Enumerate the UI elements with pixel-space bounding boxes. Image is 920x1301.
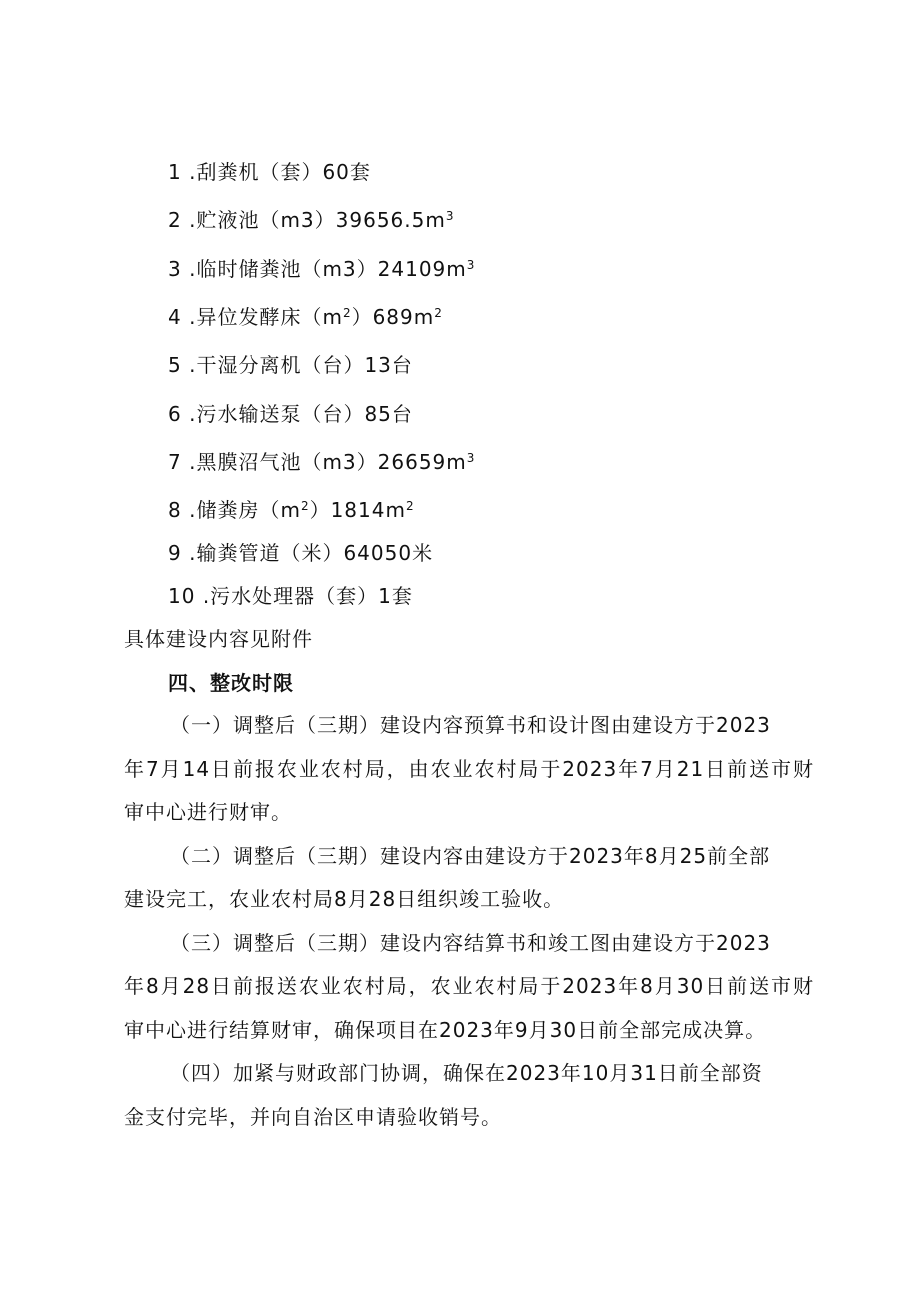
paragraph-line: （一）调整后（三期）建设内容预算书和设计图由建设方于2023 bbox=[170, 713, 771, 737]
list-item: 4 .异位发酵床$(m^2)689m^2$ bbox=[168, 305, 443, 329]
list-item: 6 .污水输送泵（台）85台 bbox=[168, 402, 413, 426]
list-item: 1 .刮粪机（套）60套 bbox=[168, 160, 371, 184]
paragraph-line: 建设完工，农业农村局8月28日组织竣工验收。 bbox=[124, 887, 565, 911]
list-item: 3 .临时储粪池$(m3)24109m^3$ bbox=[168, 257, 476, 281]
list-item: 8 .储粪房$(m^2)1814m^2$ bbox=[168, 498, 415, 522]
paragraph-line: 金支付完毕，并向自治区申请验收销号。 bbox=[124, 1105, 502, 1129]
attachment-note: 具体建设内容见附件 bbox=[124, 627, 313, 651]
paragraph-line: 年7月14日前报农业农村局，由农业农村局于2023年7月21日前送市财 bbox=[124, 757, 814, 781]
paragraph-line: 审中心进行结算财审，确保项目在2023年9月30日前全部完成决算。 bbox=[124, 1018, 767, 1042]
paragraph-line: 审中心进行财审。 bbox=[124, 800, 292, 824]
section-heading: 四、整改时限 bbox=[168, 671, 294, 695]
list-item: 2 .贮液池$(m3)39656.5m^3$ bbox=[168, 208, 455, 232]
paragraph-line: （三）调整后（三期）建设内容结算书和竣工图由建设方于2023 bbox=[170, 931, 771, 955]
paragraph-line: （四）加紧与财政部门协调，确保在2023年10月31日前全部资 bbox=[170, 1061, 763, 1085]
paragraph-line: （二）调整后（三期）建设内容由建设方于2023年8月25前全部 bbox=[170, 844, 771, 868]
paragraph-line: 年8月28日前报送农业农村局，农业农村局于2023年8月30日前送市财 bbox=[124, 974, 814, 998]
list-item: 9 .输粪管道（米）64050米 bbox=[168, 541, 434, 565]
list-item: 5 .干湿分离机（台）13台 bbox=[168, 353, 413, 377]
list-item: 7 .黑膜沼气池$(m3)26659m^3$ bbox=[168, 450, 476, 474]
list-item: 10 .污水处理器（套）1套 bbox=[168, 584, 413, 608]
